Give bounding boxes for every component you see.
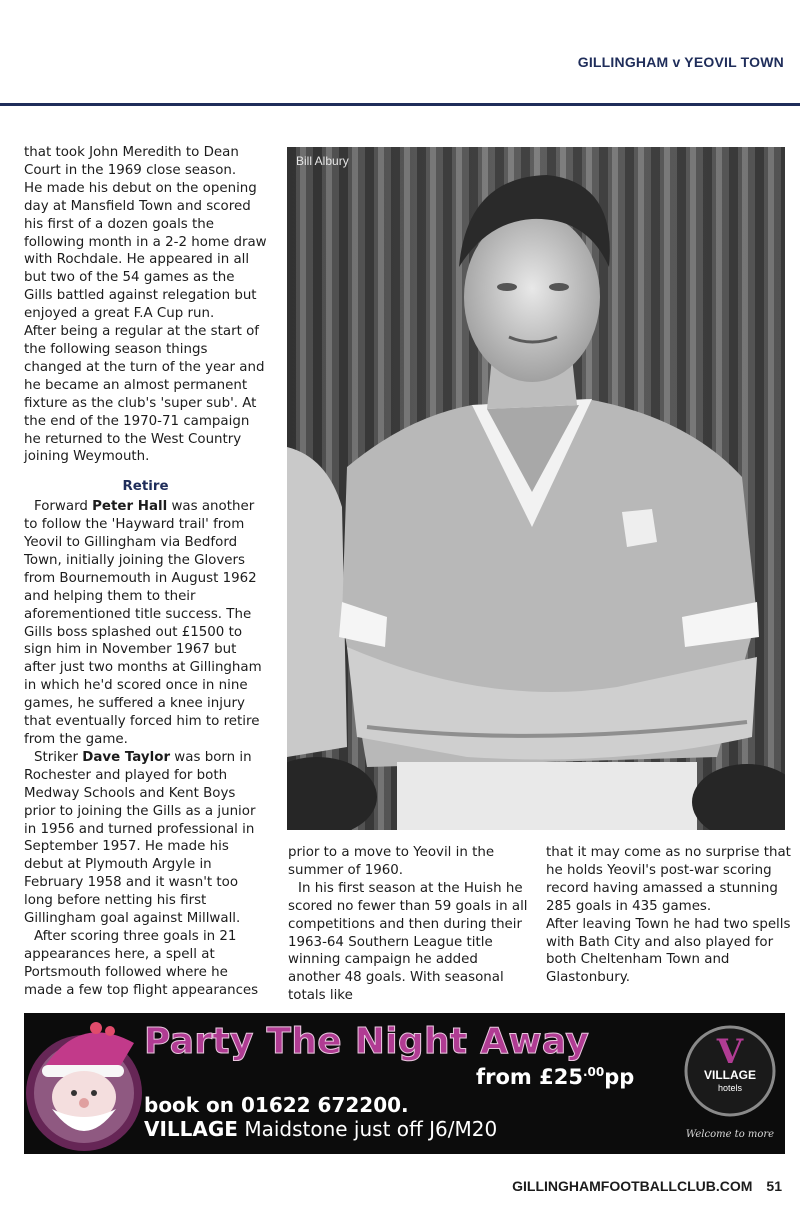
advert-headline: Party The Night Away — [144, 1021, 590, 1062]
paragraph: In his first season at the Huish he scored no fewer than 59 goals in all competitions and then during their 1963-64 Southern League title winning campaign he added another 48 goals. With seasonal totals like — [288, 880, 528, 1004]
paragraph: After scoring three goals in 21 appearances here, a spell at Portsmouth followed where he made a few top flight appearances — [24, 928, 259, 998]
header-rule — [0, 103, 800, 106]
page-number: 51 — [766, 1178, 782, 1194]
advert-location: VILLAGE Maidstone just off J6/M20 — [144, 1117, 498, 1141]
santa-icon — [24, 1013, 149, 1154]
player-name: Peter Hall — [92, 499, 168, 515]
footer — [512, 1178, 782, 1194]
advert-phone: book on 01622 672200. — [144, 1093, 409, 1117]
paragraph: that took John Meredith to Dean Court in the 1969 close season. — [24, 145, 239, 178]
paragraph: After being a regular at the start of the following season things changed at the turn of the year and he became an almost permanent fixture as the club's 'super sub'. At the end of the 1970-71 campaign he returned to the West Country joining Weymouth. — [24, 324, 265, 465]
player-photo — [287, 147, 785, 830]
paragraph: Striker Dave Taylor was born in Rochester and played for both Medway Schools and Kent Boys prior to joining the Gills as a junior in 1956 and turned professional in September 1957. He made his debut at Plymouth Argyle in February 1958 and it wasn't too long before netting his first Gillingham goal against Millwall. — [24, 749, 256, 927]
advert-tagline: Welcome to more — [685, 1129, 775, 1140]
svg-text:V: V — [716, 1032, 744, 1072]
advert-banner[interactable] — [24, 1013, 785, 1154]
paragraph: Forward Peter Hall was another to follow the 'Hayward trail' from Yeovil to Gillingham via Bedford Town, initially joining the Glovers from Bournemouth in August 1962 and helping them to their aforementioned title success. The Gills boss splashed out £1500 to sign him in November 1967 but after just two months at Gillingham in which he'd scored once in nine games, he suffered a knee injury that eventually forced him to retire from the game. — [24, 499, 262, 747]
paragraph: After leaving Town he had two spells with Bath City and also played for both Cheltenham Town and Glastonbury. — [546, 916, 791, 986]
paragraph: He made his debut on the opening day at Mansfield Town and scored his first of a dozen goals the following month in a 2-2 home draw with Rochdale. He appeared in all but two of the 54 games as the Gills battled against relegation but enjoyed a great F.A Cup run. — [24, 180, 267, 322]
header-title: GILLINGHAM v YEOVIL TOWN — [577, 54, 784, 70]
article-column-3 — [546, 844, 791, 987]
advert-price: from $£25^{.00}pp$ — [476, 1065, 635, 1089]
footer-site[interactable]: GILLINGHAMFOOTBALLCLUB.COM — [512, 1178, 753, 1194]
subheading: Retire — [122, 479, 169, 495]
article-column-1 — [24, 144, 267, 1000]
logo-text: VILLAGE hotels — [703, 1068, 756, 1093]
player-name: Dave Taylor — [82, 749, 171, 765]
article-column-2 — [288, 844, 528, 1005]
photo-credit: Bill Albury — [296, 154, 349, 168]
paragraph: that it may come as no surprise that he holds Yeovil's post-war scoring record having amassed a stunning 285 goals in 435 games. — [546, 845, 791, 914]
paragraph: prior to a move to Yeovil in the summer of 1960. — [288, 845, 495, 878]
